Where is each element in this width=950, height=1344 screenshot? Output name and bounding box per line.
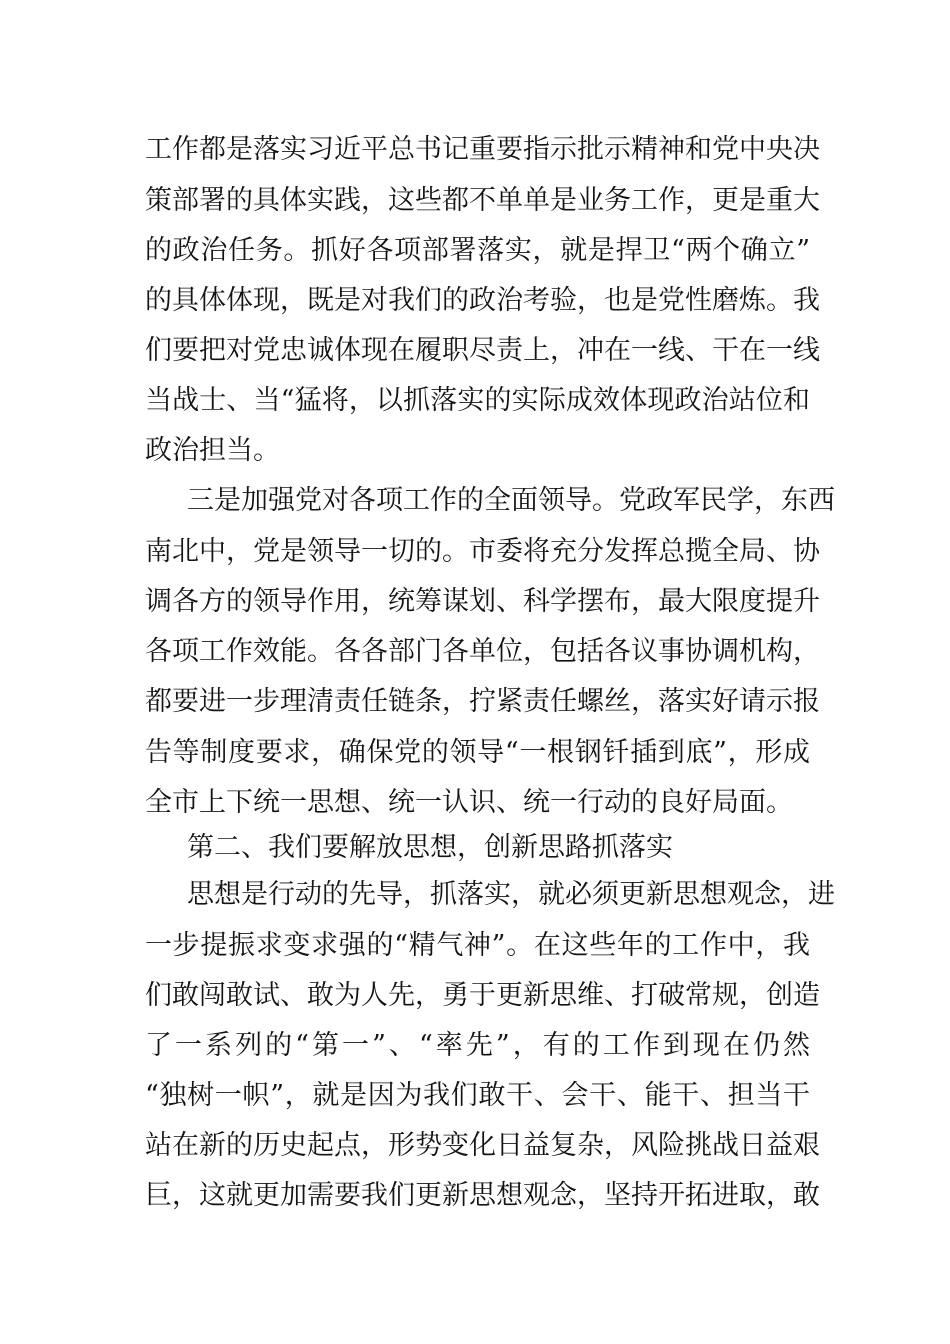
body-text-line: “独树一帜”，就是因为我们敢干、会干、能干、担当干 — [145, 1080, 810, 1111]
body-text-line: 工作都是落实习近平总书记重要指示批示精神和党中央决 — [145, 134, 820, 165]
body-text-line: 调各方的领导作用，统筹谋划、科学摆布，最大限度提升 — [145, 586, 820, 617]
body-text-line: 的具体体现，既是对我们的政治考验，也是党性磨炼。我 — [145, 285, 820, 316]
body-text-line: 的政治任务。抓好各项部署落实，就是捍卫“两个确立” — [145, 235, 810, 266]
body-text-line: 都要进一步理清责任链条，拧紧责任螺丝，落实好请示报 — [145, 686, 820, 717]
body-text-line: 们要把对党忠诚体现在履职尽责上，冲在一线、干在一线 — [145, 335, 820, 366]
body-text-line: 们敢闯敢试、敢为人先，勇于更新思维、打破常规，创造 — [145, 980, 820, 1011]
body-text-line: 策部署的具体实践，这些都不单单是业务工作，更是重大 — [145, 185, 820, 216]
body-text-line: 南北中，党是领导一切的。市委将充分发挥总揽全局、协 — [145, 536, 820, 567]
body-text-line: 告等制度要求，确保党的领导“一根钢钎插到底”，形成 — [145, 737, 810, 768]
body-text-line: 当战士、当“猛将，以抓落实的实际成效体现政治站位和 — [145, 385, 810, 416]
section-heading: 第二、我们要解放思想，创新思路抓落实 — [187, 832, 673, 863]
paragraph-first-line: 思想是行动的先导，抓落实，就必须更新思想观念，进 — [187, 879, 835, 910]
paragraph-first-line: 三是加强党对各项工作的全面领导。党政军民学，东西 — [187, 485, 835, 516]
body-text-line: 各项工作效能。各各部门各单位，包括各议事协调机构， — [145, 636, 820, 667]
body-text-line: 全市上下统一思想、统一认识、统一行动的良好局面。 — [145, 787, 793, 818]
body-text-line: 了一系列的“第一”、“率先”，有的工作到现在仍然 — [145, 1030, 810, 1061]
body-text-line: 站在新的历史起点，形势变化日益复杂，风险挑战日益艰 — [145, 1130, 820, 1161]
body-text-line: 政治担当。 — [145, 435, 280, 466]
body-text-line: 巨，这就更加需要我们更新思想观念，坚持开拓进取，敢 — [145, 1180, 820, 1211]
body-text-line: 一步提振求变求强的“精气神”。在这些年的工作中，我 — [145, 930, 810, 961]
